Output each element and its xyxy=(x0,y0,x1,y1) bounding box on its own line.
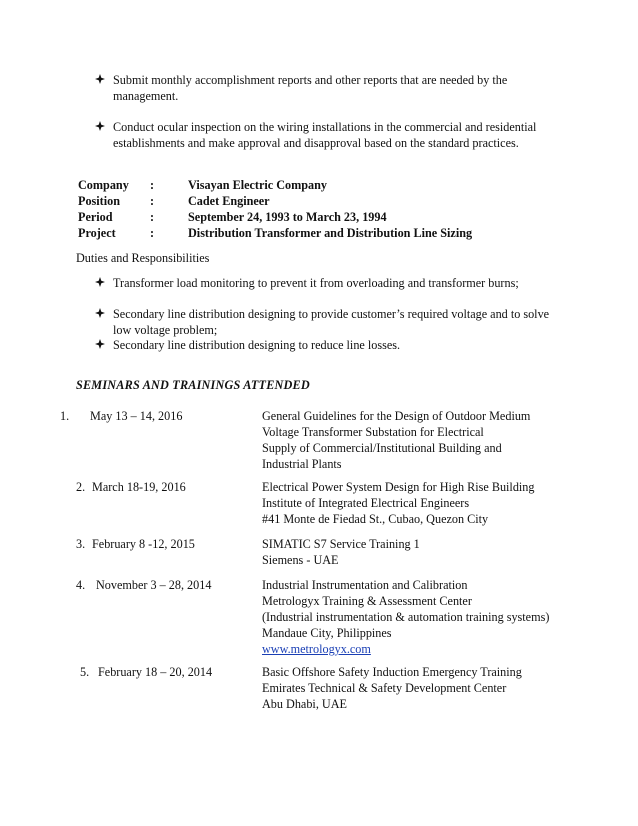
period-value: September 24, 1993 to March 23, 1994 xyxy=(188,210,387,224)
seminar-details xyxy=(262,577,582,657)
diamond-bullet-icon xyxy=(95,72,111,88)
company-label: Company xyxy=(78,178,129,192)
seminar-line: Institute of Integrated Electrical Engineers xyxy=(262,496,470,510)
seminar-details xyxy=(262,536,582,568)
seminar-line: Basic Offshore Safety Induction Emergency Training xyxy=(262,665,522,679)
seminar-line: (Industrial instrumentation & automation training systems) xyxy=(262,610,550,624)
seminar-line: SIMATIC S7 Service Training 1 xyxy=(262,537,420,551)
seminar-line: Mandaue City, Philippines xyxy=(262,626,392,640)
seminar-line: #41 Monte de Fiedad St., Cubao, Quezon City xyxy=(262,512,489,526)
diamond-bullet-icon xyxy=(95,275,111,291)
seminar-line: Electrical Power System Design for High Rise Building xyxy=(262,480,535,494)
seminar-details xyxy=(262,408,582,472)
diamond-bullet-icon xyxy=(95,119,111,135)
seminar-line: Abu Dhabi, UAE xyxy=(262,697,347,711)
position-value: Cadet Engineer xyxy=(188,194,270,208)
section-heading: SEMINARS AND TRAININGS ATTENDED xyxy=(76,378,310,392)
seminar-line: Industrial Plants xyxy=(262,457,342,471)
diamond-bullet-icon xyxy=(95,337,111,353)
separator: : xyxy=(150,210,155,224)
seminar-line: Industrial Instrumentation and Calibration xyxy=(262,578,468,592)
seminar-details xyxy=(262,664,582,712)
list-item: Secondary line distribution designing to reduce line losses. xyxy=(113,338,401,352)
seminar-line: Metrologyx Training & Assessment Center xyxy=(262,594,472,608)
seminar-number: 3. xyxy=(76,537,86,551)
period-label: Period xyxy=(78,210,113,224)
separator: : xyxy=(150,226,155,240)
seminar-number: 2. xyxy=(76,480,86,494)
project-label: Project xyxy=(78,226,116,240)
seminar-line: General Guidelines for the Design of Outdoor Medium xyxy=(262,409,531,423)
seminar-line: Emirates Technical & Safety Development Center xyxy=(262,681,507,695)
separator: : xyxy=(150,178,155,192)
seminar-number: 4. xyxy=(76,578,86,592)
list-item: Transformer load monitoring to prevent it from overloading and transformer burns; xyxy=(113,276,519,290)
separator: : xyxy=(150,194,155,208)
company-value: Visayan Electric Company xyxy=(188,178,328,192)
website-link[interactable]: www.metrologyx.com xyxy=(262,642,371,656)
seminar-date: March 18-19, 2016 xyxy=(92,480,186,494)
seminar-number: 5. xyxy=(80,665,90,679)
seminar-date: May 13 – 14, 2016 xyxy=(90,409,183,423)
position-label: Position xyxy=(78,194,120,208)
list-item: Conduct ocular inspection on the wiring installations in the commercial and residential establishments and make approval and disapproval based on the standard practices. xyxy=(113,120,537,150)
diamond-bullet-icon xyxy=(95,306,111,322)
seminar-line: Supply of Commercial/Institutional Building and xyxy=(262,441,502,455)
project-value: Distribution Transformer and Distribution Line Sizing xyxy=(188,226,473,240)
seminar-number: 1. xyxy=(60,409,70,423)
seminar-details xyxy=(262,479,582,527)
list-item: Submit monthly accomplishment reports and other reports that are needed by the management. xyxy=(113,73,508,103)
seminar-date: November 3 – 28, 2014 xyxy=(96,578,212,592)
duties-title: Duties and Responsibilities xyxy=(76,251,210,265)
seminar-date: February 18 – 20, 2014 xyxy=(98,665,213,679)
seminar-line: Siemens - UAE xyxy=(262,553,339,567)
seminar-line: Voltage Transformer Substation for Electrical xyxy=(262,425,484,439)
list-item: Secondary line distribution designing to provide customer’s required voltage and to solve low voltage problem; xyxy=(113,307,550,337)
seminar-date: February 8 -12, 2015 xyxy=(92,537,195,551)
